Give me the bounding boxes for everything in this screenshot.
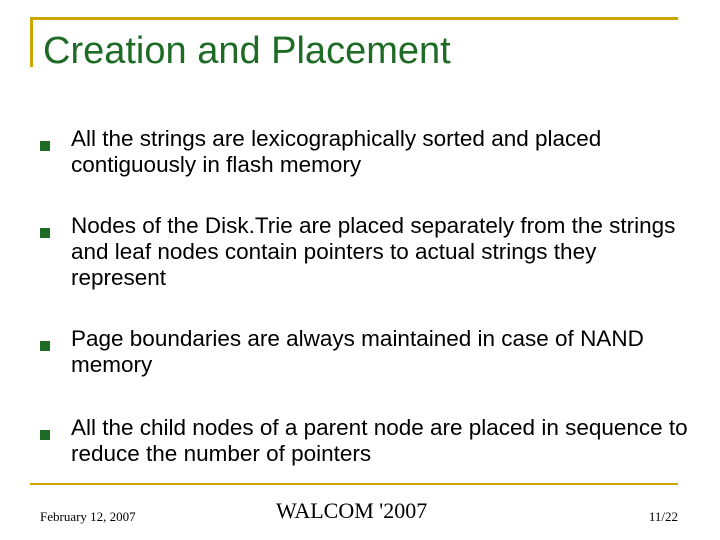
footer-date: February 12, 2007 [40,509,136,524]
footer-conference: WALCOM '2007 [276,498,428,523]
bullet-text: All the child nodes of a parent node are placed in sequence to reduce the number of pointers [71,415,688,466]
title-frame-top-line [30,17,678,20]
square-bullet-icon [40,228,50,238]
square-bullet-icon [40,430,50,440]
footer-rule [30,483,678,485]
bullet-text: Page boundaries are always maintained in case of NAND memory [71,326,644,377]
footer-page-number: 11/22 [648,509,678,524]
bullet-text: All the strings are lexicographically sorted and placed contiguously in flash memory [71,126,602,177]
square-bullet-icon [40,341,50,351]
square-bullet-icon [40,141,50,151]
title-frame-left-line [30,17,33,67]
bullet-text: Nodes of the Disk.Trie are placed separately from the strings and leaf nodes contain pointers to actual strings they represent [71,213,676,290]
slide-title: Creation and Placement [43,30,451,72]
